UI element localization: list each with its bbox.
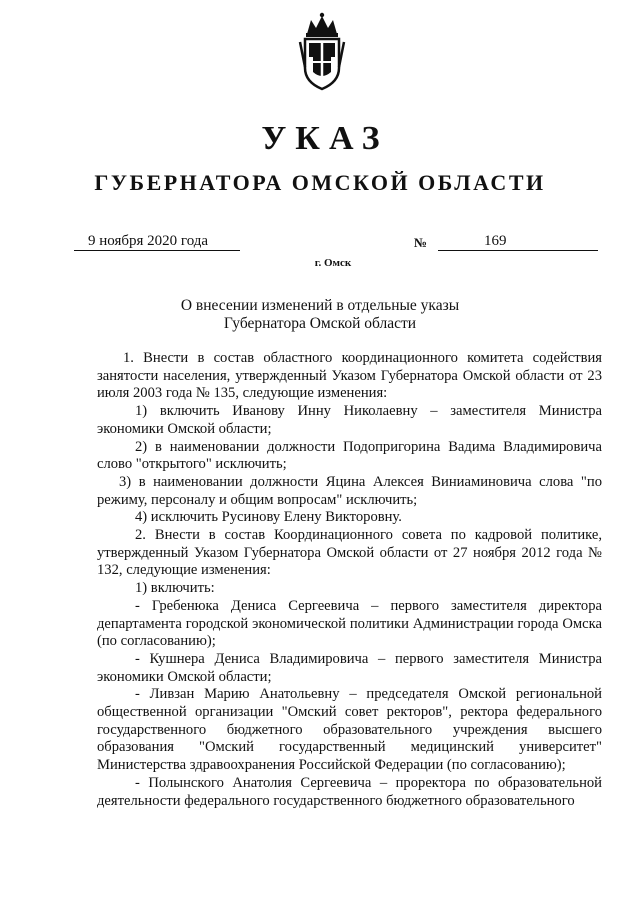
paragraph-person-grebenyuk: - Гребенюка Дениса Сергеевича – первого заместителя директора департамента городской экономической политики Администрации города Омска (по согласованию); xyxy=(97,597,602,650)
decree-number: 169 xyxy=(438,232,598,251)
document-title: УКАЗ xyxy=(261,120,389,157)
decree-city: г. Омск xyxy=(314,257,352,269)
paragraph-item-1: 1. Внести в состав областного координационного комитета содействия занятости населения, утвержденный Указом Губернатора Омской области от 23 июля 2003 года № 135, следующие изменения: xyxy=(97,350,602,402)
paragraph-subitem-include: 1) включить: xyxy=(135,580,215,597)
coat-of-arms-emblem xyxy=(297,12,347,92)
paragraph-person-livzan: - Ливзан Марию Анатольевну – председателя Омской региональной общественной организации "Омский совет ректоров", ректора федерального государственного бюджетного образовательного учреждения высшего образования "Омский государственный медицинский университет" Министерства здравоохранения Российской Федерации (по согласованию); xyxy=(97,686,602,774)
paragraph-subitem-3: 3) в наименовании должности Яцина Алексея Виниаминовича слова "по режиму, персоналу и общим вопросам" исключить; xyxy=(97,473,602,508)
decree-heading xyxy=(0,297,640,333)
number-sign: № xyxy=(414,235,428,250)
paragraph-subitem-4: 4) исключить Русинову Елену Викторовну. xyxy=(135,509,402,526)
paragraph-subitem-1: 1) включить Иванову Инну Николаевну – заместителя Министра экономики Омской области; xyxy=(97,403,602,437)
paragraph-item-2: 2. Внести в состав Координационного совета по кадровой политике, утвержденный Указом Губернатора Омской области от 27 ноября 2012 года № 132, следующие изменения: xyxy=(97,527,602,579)
heading-line: Губернатора Омской области xyxy=(223,315,417,332)
paragraph-person-kushner: - Кушнера Дениса Владимировича – первого заместителя Министра экономики Омской области; xyxy=(97,650,602,685)
crown-icon xyxy=(307,16,337,34)
decree-date: 9 ноября 2020 года xyxy=(74,232,240,251)
document-subtitle: ГУБЕРНАТОРА ОМСКОЙ ОБЛАСТИ xyxy=(94,170,546,195)
paragraph-person-polynsky: - Полынского Анатолия Сергеевича – проректора по образовательной деятельности федерального государственного бюджетного образовательного xyxy=(97,774,602,809)
heading-line: О внесении изменений в отдельные указы xyxy=(180,297,460,314)
paragraph-subitem-2: 2) в наименовании должности Подопригорина Вадима Владимировича слово "открытого" исключить; xyxy=(97,438,602,473)
document-body xyxy=(97,350,602,810)
